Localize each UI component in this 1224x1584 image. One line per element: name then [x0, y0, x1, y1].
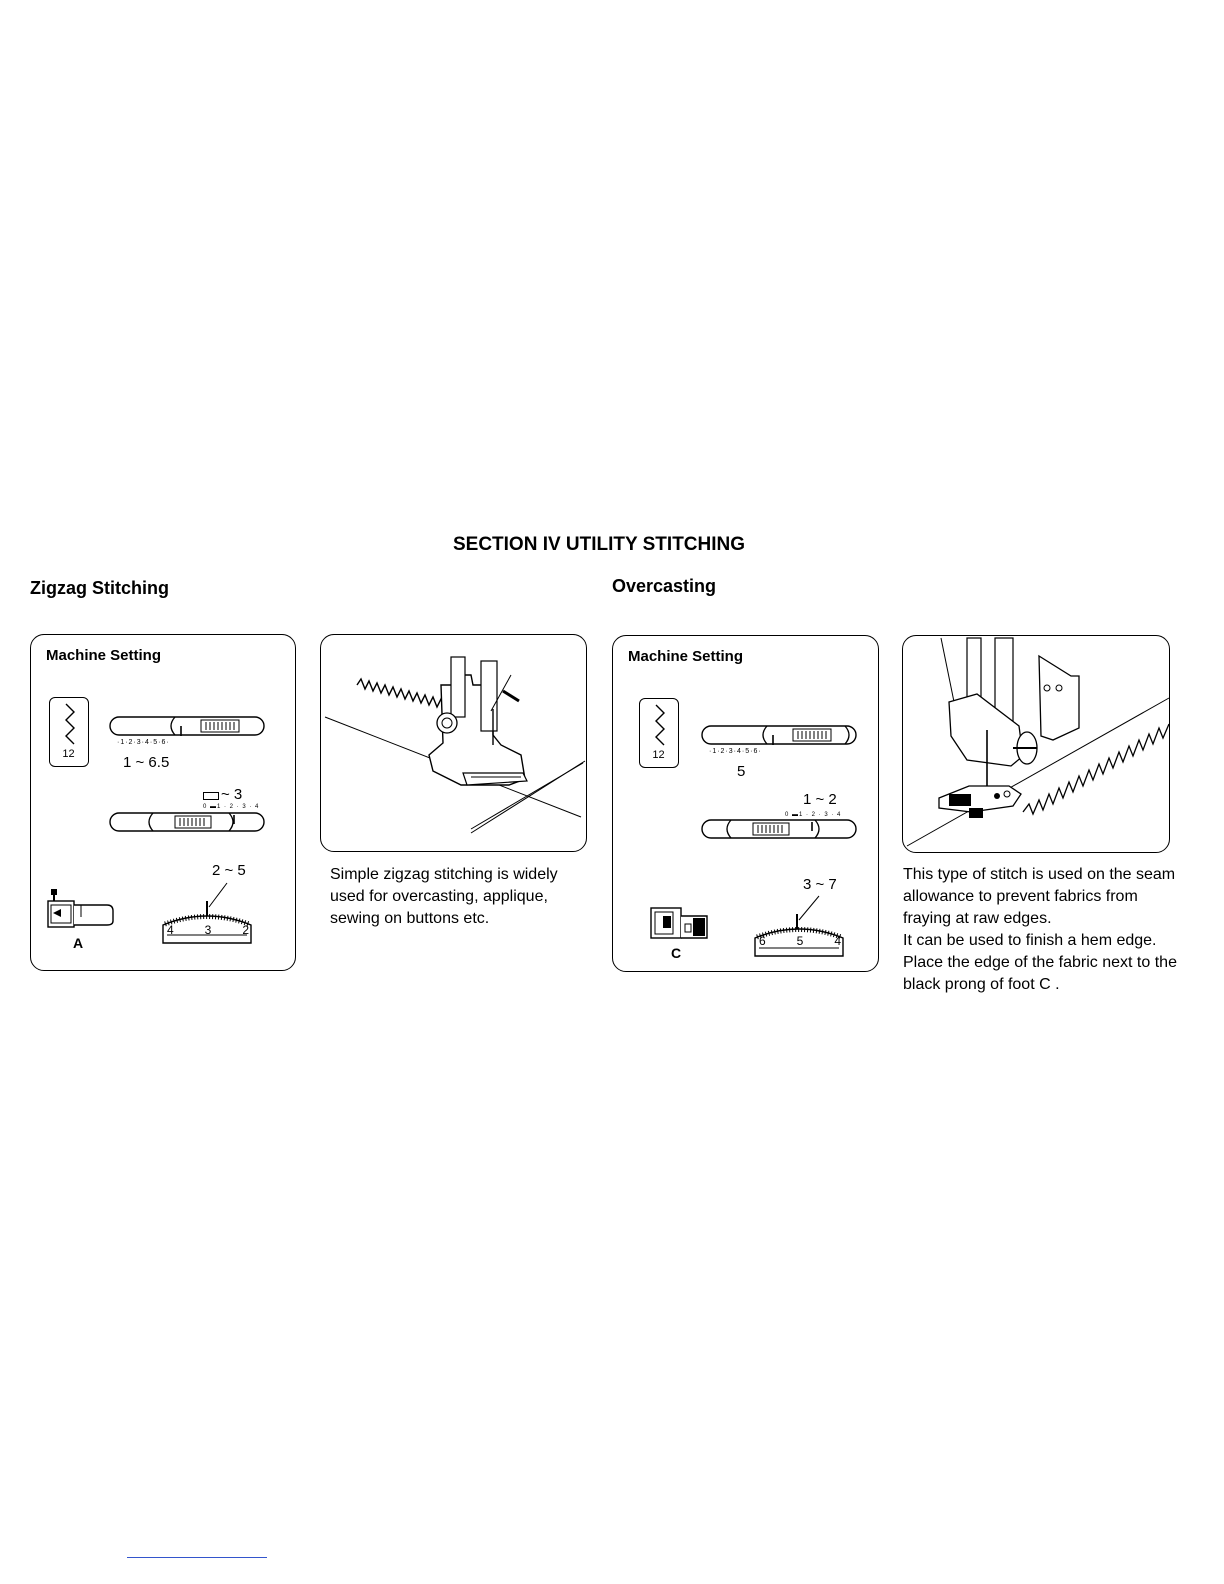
- overcasting-sewing-illustration: [903, 636, 1171, 854]
- tension-value: 2 ~ 5: [212, 862, 246, 879]
- presser-foot-a-icon: [45, 887, 115, 933]
- stitch-length-slider-icon: [109, 811, 269, 835]
- stitch-width-slider-icon: [701, 724, 861, 748]
- tension-value: 3 ~ 7: [803, 876, 837, 893]
- tension-dial-icon: [751, 892, 847, 962]
- overcasting-machine-setting-panel: [612, 635, 879, 972]
- overcasting-heading: Overcasting: [612, 576, 717, 596]
- zigzag-description: Simple zigzag stitching is widely used for overcasting, applique, sewing on buttons etc.: [330, 866, 558, 927]
- width-value: 1 ~ 6.5: [123, 754, 170, 771]
- tension-dial-icon: [159, 879, 255, 949]
- foot-label: C: [671, 945, 682, 961]
- zigzag-sewing-illustration: [321, 635, 588, 853]
- dial-numbers: [167, 923, 249, 937]
- machine-setting-label: Machine Setting: [628, 648, 744, 665]
- description-paragraph-3: Place the edge of the fabric next to the black prong of foot C .: [903, 954, 1177, 993]
- dial-number-left: 6: [759, 934, 766, 948]
- foot-label: A: [73, 935, 84, 951]
- zigzag-pattern-icon: [49, 697, 89, 767]
- length-scale: 0 ▬1 · 2 · 3 · 4: [203, 804, 260, 810]
- overcasting-description: [903, 864, 1178, 996]
- stitch-width-slider-icon: [109, 715, 269, 739]
- width-scale: ·1·2·3·4·5·6·: [709, 748, 762, 755]
- dial-number-right: 4: [834, 934, 841, 948]
- dial-number-right: 2: [242, 923, 249, 937]
- description-paragraph-2: It can be used to finish a hem edge.: [903, 932, 1157, 949]
- dial-number-center: 3: [204, 923, 212, 937]
- stitch-length-slider-icon: [701, 818, 861, 842]
- machine-setting-label: Machine Setting: [46, 647, 162, 664]
- zigzag-illustration-panel: [320, 634, 587, 852]
- section-title: SECTION IV UTILITY STITCHING: [452, 534, 746, 555]
- footer-rule: [127, 1557, 267, 1558]
- dial-number-center: 5: [796, 934, 804, 948]
- length-value: ~ 3: [221, 786, 243, 803]
- length-value: 1 ~ 2: [803, 791, 837, 808]
- dial-numbers: [759, 934, 841, 948]
- overcasting-illustration-panel: [902, 635, 1170, 853]
- description-paragraph-1: This type of stitch is used on the seam allowance to prevent fabrics from fraying at raw edges.: [903, 866, 1176, 927]
- presser-foot-c-icon: [649, 906, 713, 942]
- length-scale: 0 ▬1 · 2 · 3 · 4: [785, 812, 842, 818]
- length-symbol-icon: [203, 792, 219, 800]
- zigzag-heading: Zigzag Stitching: [30, 578, 169, 598]
- width-value: 5: [737, 763, 746, 780]
- pattern-number: 12: [652, 749, 665, 761]
- dial-number-left: 4: [167, 923, 174, 937]
- pattern-number: 12: [62, 748, 75, 760]
- overcasting-pattern-icon: [639, 698, 679, 768]
- zigzag-machine-setting-panel: [30, 634, 296, 971]
- width-scale: ·1·2·3·4·5·6·: [117, 739, 170, 746]
